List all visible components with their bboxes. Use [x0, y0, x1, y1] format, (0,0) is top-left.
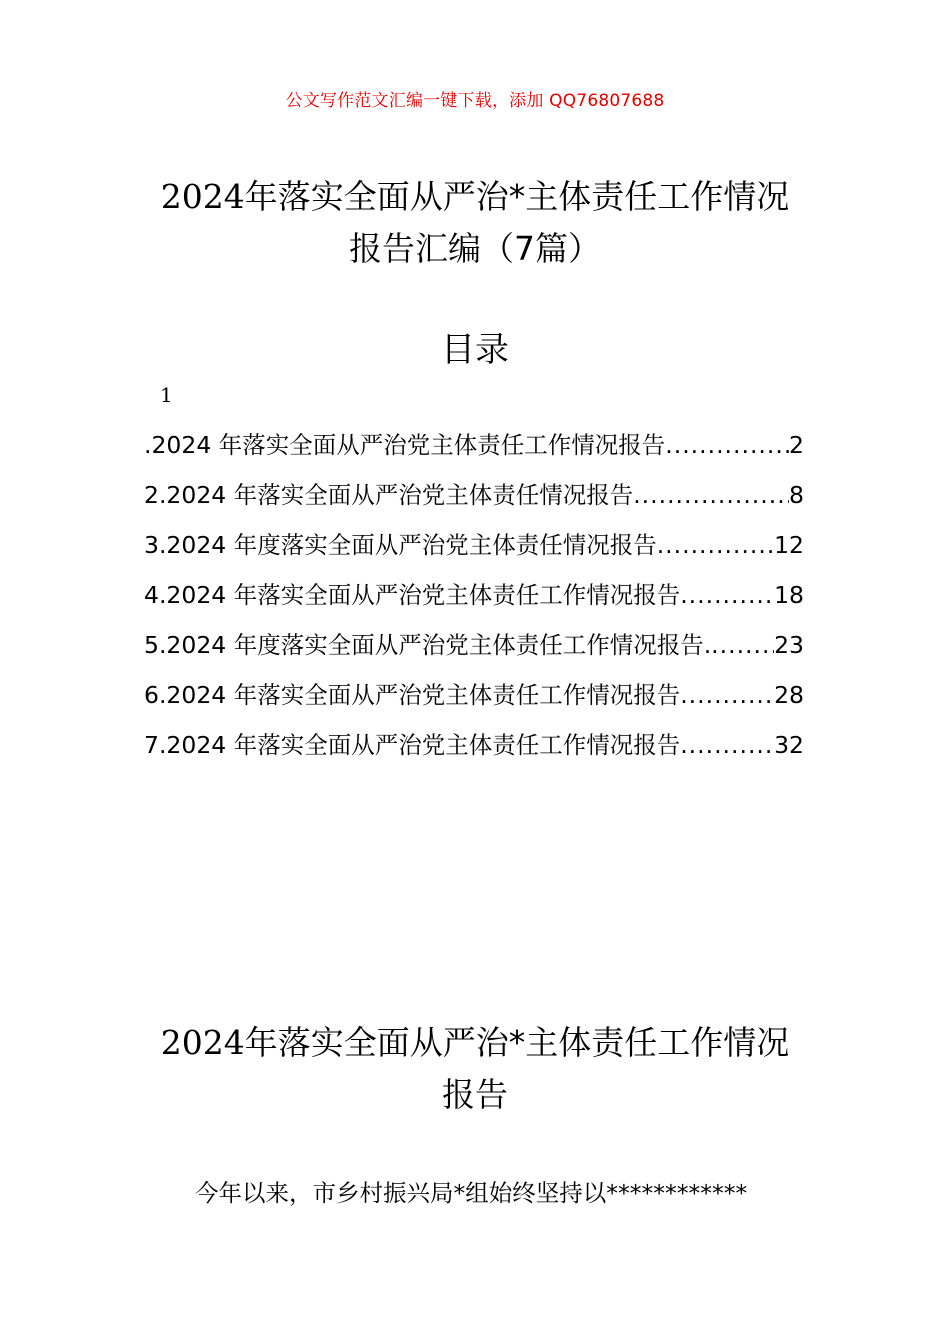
section-title [0, 1017, 950, 1121]
toc-dot-leader [680, 570, 774, 620]
toc-entry-label: 2.2024 年落实全面从严治党主体责任情况报告 [144, 481, 634, 509]
toc-entry-page: 18 [774, 581, 804, 609]
toc-entry[interactable] [144, 720, 804, 770]
toc-entry-label: 5.2024 年度落实全面从严治党主体责任工作情况报告. [144, 631, 712, 659]
toc-entry[interactable] [144, 520, 804, 570]
section-title-year: 2024 [160, 1023, 245, 1062]
section-title-line1 [0, 1017, 950, 1069]
toc-entry-label: 3.2024 年度落实全面从严治党主体责任情况报告 [144, 531, 657, 559]
body-paragraph: 今年以来，市乡村振兴局*组始终坚持以************ [195, 1179, 748, 1207]
toc-entry-page: 8 [789, 481, 804, 509]
toc-entry-label: 7.2024 年落实全面从严治党主体责任工作情况报告 [144, 731, 681, 759]
toc-entry[interactable] [144, 420, 804, 470]
toc-entry-label: 4.2024 年落实全面从严治党主体责任工作情况报告 [144, 581, 681, 609]
toc-entry-page: 2 [789, 431, 804, 459]
document-title-year: 2024 [160, 177, 245, 216]
section-title-text: 年落实全面从严治*主体责任工作情况 [244, 1023, 790, 1062]
toc-entry-page: 23 [774, 631, 804, 659]
toc-entry-page: 12 [774, 531, 804, 559]
document-title-line2: 报告汇编（7篇） [349, 229, 601, 268]
toc-stray-number: 1 [160, 383, 173, 407]
toc-entry-label: .2024 年落实全面从严治党主体责任工作情况报告 [144, 431, 666, 459]
toc-entry[interactable] [144, 570, 804, 620]
toc-entry-page: 28 [774, 681, 804, 709]
document-title-line1 [0, 171, 950, 223]
toc-dot-leader [711, 620, 774, 670]
toc-dot-leader [680, 720, 774, 770]
toc-heading: 目录 [441, 330, 509, 370]
document-title [0, 171, 950, 275]
toc-dot-leader [665, 420, 789, 470]
section-title-line2: 报告 [442, 1075, 508, 1114]
toc-dot-leader [633, 470, 789, 520]
toc-entry-label: 6.2024 年落实全面从严治党主体责任工作情况报告 [144, 681, 681, 709]
table-of-contents [144, 420, 804, 770]
toc-entry[interactable] [144, 670, 804, 720]
watermark-banner: 公文写作范文汇编一键下载，添加 QQ76807688 [285, 91, 665, 111]
toc-entry[interactable] [144, 620, 804, 670]
toc-entry[interactable] [144, 470, 804, 520]
toc-dot-leader [657, 520, 774, 570]
toc-dot-leader [680, 670, 774, 720]
document-title-text: 年落实全面从严治*主体责任工作情况 [244, 177, 790, 216]
toc-entry-page: 32 [774, 731, 804, 759]
